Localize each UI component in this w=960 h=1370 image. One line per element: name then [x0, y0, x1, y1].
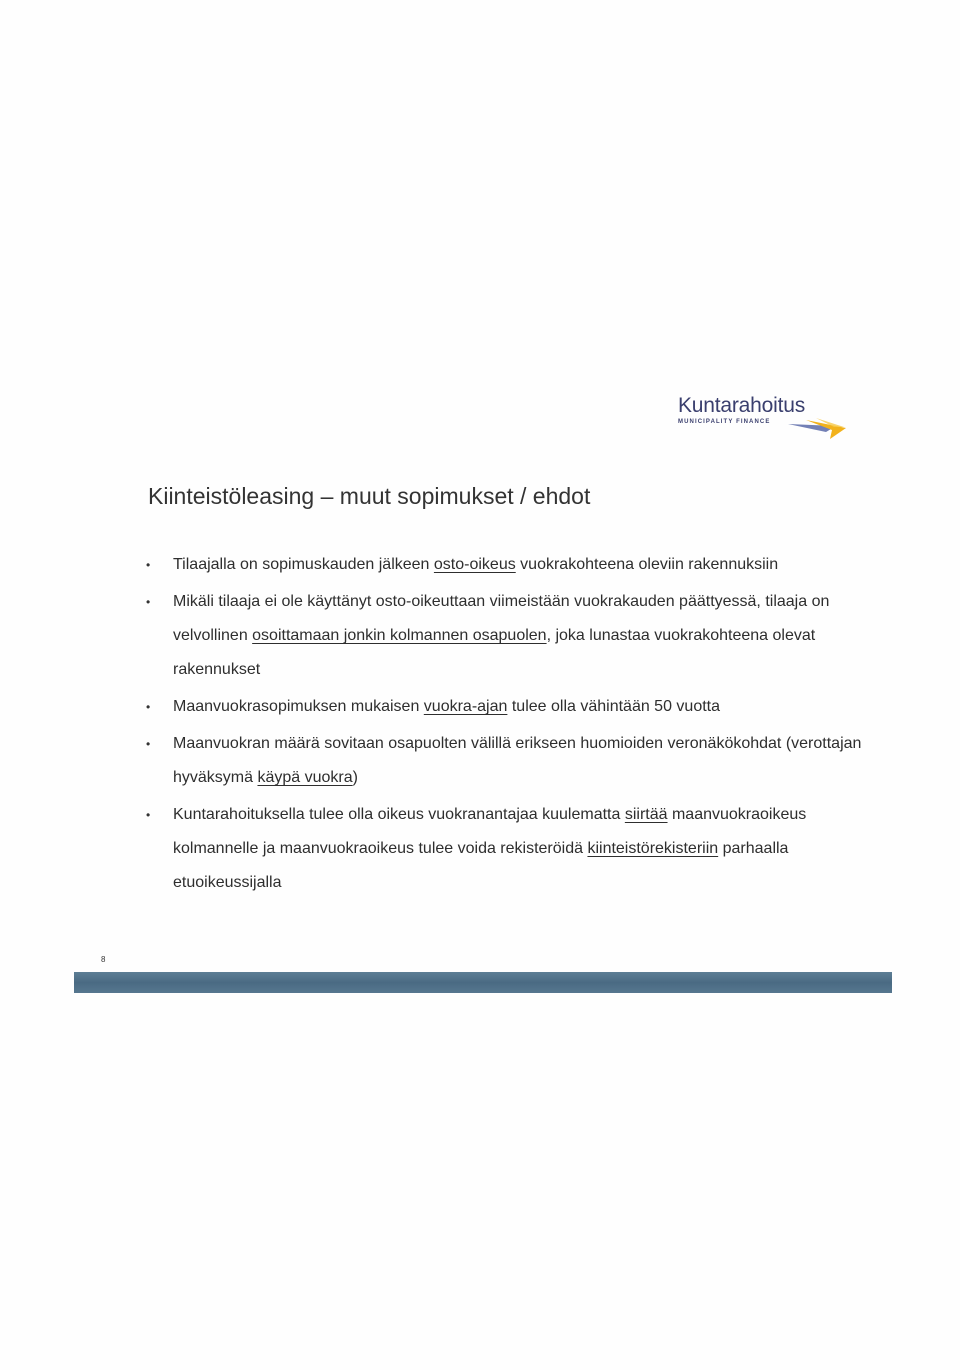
- logo-name: Kuntarahoitus: [678, 394, 805, 417]
- bullet-dot-icon: •: [146, 737, 151, 751]
- bullet-text: ): [352, 769, 358, 786]
- bullet-dot-icon: •: [146, 700, 151, 714]
- kuntarahoitus-logo: [676, 394, 848, 446]
- bullet-item-third-party: [146, 585, 886, 687]
- slide-title: Kiinteistöleasing – muut sopimukset / ehdot: [148, 483, 591, 509]
- bullet-text: maanvuokraoikeus kolmannelle ja maanvuokraoikeus tulee voida rekisteröidä: [173, 806, 807, 857]
- bullet-item-lease-period: [146, 690, 886, 724]
- bullet-text: , joka lunastaa vuokrakohteena olevat rakennukset: [173, 627, 816, 678]
- underlined-term: siirtää: [624, 806, 668, 823]
- bullet-item-transfer-right: [146, 798, 886, 900]
- logo-swoosh-icon: [786, 414, 848, 440]
- bullet-text: parhaalla etuoikeussijalla: [173, 840, 789, 891]
- bullet-text: Tilaajalla on sopimuskauden jälkeen: [173, 556, 434, 573]
- bullet-dot-icon: •: [146, 558, 151, 572]
- bullet-text: Maanvuokran määrä sovitaan osapuolten välillä erikseen huomioiden veronäkökohdat (verottajan hyväksymä: [173, 735, 862, 786]
- bullet-text: Maanvuokrasopimuksen mukaisen: [173, 698, 424, 715]
- underlined-term: osto-oikeus: [433, 556, 516, 573]
- bullet-dot-icon: •: [146, 808, 151, 822]
- bullet-text: vuokrakohteena oleviin rakennuksiin: [515, 556, 779, 573]
- logo-tagline: MUNICIPALITY FINANCE: [678, 419, 771, 425]
- bullet-item-purchase-right: [146, 548, 886, 582]
- underlined-term: käypä vuokra: [257, 769, 353, 786]
- underlined-term: osoittamaan jonkin kolmannen osapuolen: [252, 627, 547, 644]
- bullet-dot-icon: •: [146, 595, 151, 609]
- bullet-text: Kuntarahoituksella tulee olla oikeus vuokranantajaa kuulematta: [173, 806, 625, 823]
- page-number: 8: [101, 955, 106, 964]
- underlined-term: vuokra-ajan: [423, 698, 508, 715]
- underlined-term: kiinteistörekisteriin: [587, 840, 719, 857]
- footer-bar: [74, 972, 892, 993]
- bullet-list: [146, 548, 886, 903]
- bullet-text: tulee olla vähintään 50 vuotta: [507, 698, 721, 715]
- bullet-item-ground-rent: [146, 727, 886, 795]
- bullet-text: Mikäli tilaaja ei ole käyttänyt osto-oikeuttaan viimeistään vuokrakauden päättyessä, tilaaja on velvollinen: [173, 593, 830, 644]
